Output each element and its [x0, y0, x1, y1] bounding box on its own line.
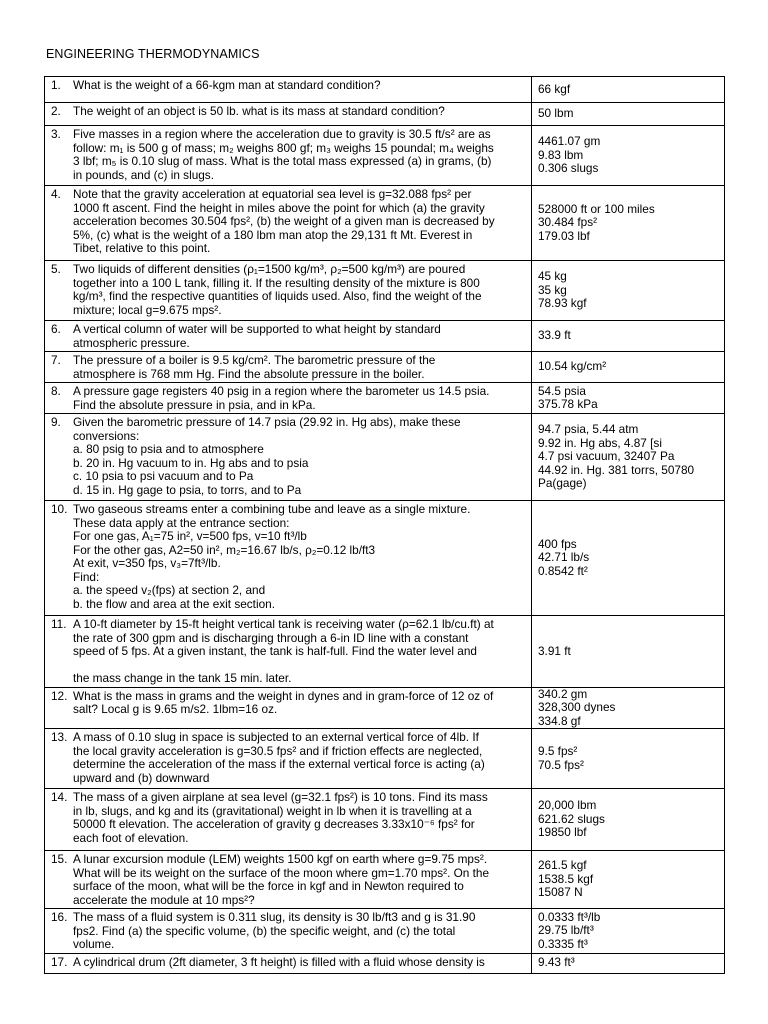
answer-cell	[532, 729, 725, 789]
answer-cell	[532, 687, 725, 729]
answer-text: 4461.07 gm 9.83 lbm 0.306 slugs	[538, 134, 601, 176]
question-row	[45, 687, 725, 729]
question-number: 4.	[51, 187, 61, 201]
document-title: ENGINEERING THERMODYNAMICS	[46, 47, 260, 61]
answer-text: 33.9 ft	[538, 328, 571, 343]
answer-cell	[532, 789, 725, 851]
question-number: 13.	[51, 730, 68, 744]
answer-cell	[532, 103, 725, 126]
question-text: A cylindrical drum (2ft diameter, 3 ft height) is filled with a fluid whose density is	[73, 954, 485, 969]
answer-text: 50 lbm	[538, 106, 574, 121]
question-number: 8.	[51, 384, 61, 398]
question-number: 15.	[51, 852, 68, 866]
question-row	[45, 616, 725, 688]
answer-cell	[532, 352, 725, 383]
question-row	[45, 789, 725, 851]
question-text: What is the mass in grams and the weight in dynes and in gram-force of 12 oz of salt? Local g is 9.65 m/s2. 1lbm=16 oz.	[73, 688, 494, 716]
question-cell	[45, 414, 532, 501]
question-number: 9.	[51, 415, 61, 429]
answer-cell	[532, 77, 725, 103]
question-text: A lunar excursion module (LEM) weights 1500 kgf on earth where g=9.75 mps². What will be its weight on the surface of the moon where gm=1.70 mps². On the surface of the moon, what will be the force in kgf and in Newton required to accelerate the module at 10 mps²?	[73, 852, 490, 907]
answer-text: 9.43 ft³	[538, 955, 575, 970]
question-number: 7.	[51, 353, 61, 367]
question-number: 10.	[51, 502, 68, 516]
question-row	[45, 383, 725, 414]
question-cell	[45, 789, 532, 851]
question-cell	[45, 261, 532, 321]
question-text: A mass of 0.10 slug in space is subjected to an external vertical force of 4lb. If the local gravity acceleration is g=30.5 fps² and if friction effects are neglected, determine the acceleration of the mass if the external vertical force is acting (a) upward and (b) downward	[73, 730, 485, 785]
answer-cell	[532, 501, 725, 616]
answer-cell	[532, 321, 725, 352]
question-text: A pressure gage registers 40 psig in a region where the barometer us 14.5 psia. Find the absolute pressure in psia, and in kPa.	[73, 384, 490, 412]
answer-cell	[532, 126, 725, 186]
answer-text: 3.91 ft	[538, 643, 571, 658]
answer-text: 0.0333 ft³/lb 29.75 lb/ft³ 0.3335 ft³	[538, 909, 601, 951]
answer-text: 9.5 fps² 70.5 fps²	[538, 744, 584, 772]
question-number: 16.	[51, 910, 68, 924]
answer-cell	[532, 953, 725, 973]
question-row	[45, 77, 725, 103]
question-cell	[45, 616, 532, 688]
question-row	[45, 851, 725, 909]
question-text: Note that the gravity acceleration at equatorial sea level is g=32.088 fps² per 1000 ft ascent. Find the height in miles above the point for which (a) the gravity acceleration becomes 30.504 fps², (b) the weight of a given man is decreased by 5%, (c) what is the weight of a 180 lbm man atop the 29,131 ft Mt. Everest in Tibet, relative to this point.	[73, 187, 495, 255]
answer-cell	[532, 616, 725, 688]
answer-text: 20,000 lbm 621.62 slugs 19850 lbf	[538, 798, 605, 840]
question-text: The pressure of a boiler is 9.5 kg/cm². The barometric pressure of the atmosphere is 768 mm Hg. Find the absolute pressure in the boiler.	[73, 353, 436, 381]
answer-text: 45 kg 35 kg 78.93 kgf	[538, 269, 587, 311]
question-number: 2.	[51, 104, 61, 118]
question-row	[45, 953, 725, 973]
question-text: A vertical column of water will be supported to what height by standard atmospheric pressure.	[73, 322, 441, 350]
question-text: A 10-ft diameter by 15-ft height vertical tank is receiving water (ρ=62.1 lb/cu.ft) at the rate of 300 gpm and is discharging through a 6-in ID line with a constant speed of 5 fps. At a given instant, the tank is half-full. Find the water level and the mass change in the tank 15 min. later.	[73, 617, 494, 685]
question-cell	[45, 77, 532, 103]
question-row	[45, 261, 725, 321]
answer-cell	[532, 186, 725, 261]
question-text: Given the barometric pressure of 14.7 psia (29.92 in. Hg abs), make these conversions: a. 80 psig to psia and to atmosphere b. 20 in. Hg vacuum to in. Hg abs and to psia c. 10 psia to psi vacuum and to Pa d. 15 in. Hg gage to psia, to torrs, and to Pa	[73, 415, 461, 497]
answer-text: 400 fps 42.71 lb/s 0.8542 ft²	[538, 536, 590, 578]
answer-text: 261.5 kgf 1538.5 kgf 15087 N	[538, 858, 594, 900]
question-row	[45, 414, 725, 501]
question-number: 11.	[51, 617, 67, 631]
question-cell	[45, 953, 532, 973]
question-row	[45, 501, 725, 616]
question-text: What is the weight of a 66-kgm man at standard condition?	[73, 78, 381, 92]
answer-text: 10.54 kg/cm²	[538, 359, 607, 374]
question-text: Two gaseous streams enter a combining tube and leave as a single mixture. These data apply at the entrance section: For one gas, A₁=75 in², v=500 fps, v=10 ft³/lb For the other gas, A2=50 in², m₂=16.67 lb/s, ρ₂=0.12 lb/ft3 At exit, v=350 fps, v₃=7ft³/lb. Find: a. the speed v₂(fps) at section 2, and b. the flow and area at the exit section.	[73, 502, 471, 611]
question-number: 6.	[51, 322, 61, 336]
question-cell	[45, 851, 532, 909]
question-number: 12.	[51, 688, 68, 703]
question-text: Five masses in a region where the acceleration due to gravity is 30.5 ft/s² are as follow: m₁ is 500 g of mass; m₂ weighs 800 gf; m₃ weighs 15 poundal; m₄ weighs 3 lbf; m₅ is 0.10 slug of mass. What is the total mass expressed (a) in grams, (b) in pounds, and (c) in slugs.	[73, 127, 494, 182]
question-cell	[45, 126, 532, 186]
questions-table	[44, 76, 725, 974]
question-row	[45, 321, 725, 352]
answer-text: 94.7 psia, 5.44 atm 9.92 in. Hg abs, 4.87 [si 4.7 psi vacuum, 32407 Pa 44.92 in. Hg. 381 torrs, 50780 Pa(gage)	[538, 422, 695, 491]
question-number: 3.	[51, 127, 61, 141]
answer-cell	[532, 261, 725, 321]
answer-text: 528000 ft or 100 miles 30.484 fps² 179.03 lbf	[538, 201, 655, 243]
answer-cell	[532, 851, 725, 909]
question-row	[45, 126, 725, 186]
question-text: Two liquids of different densities (ρ₁=1500 kg/m³, ρ₂=500 kg/m³) are poured together into a 100 L tank, filling it. If the resulting density of the mixture is 800 kg/m³, find the respective quantities of liquids used. Also, find the weight of the mixture; local g=9.675 mps².	[73, 262, 482, 317]
question-cell	[45, 352, 532, 383]
question-row	[45, 186, 725, 261]
question-row	[45, 729, 725, 789]
question-row	[45, 909, 725, 954]
question-text: The mass of a given airplane at sea level (g=32.1 fps²) is 10 tons. Find its mass in lb, slugs, and kg and its (gravitational) weight in lb when it is travelling at a 50000 ft elevation. The acceleration of gravity g decreases 3.33x10⁻⁶ fps² for each foot of elevation.	[73, 790, 488, 845]
question-cell	[45, 103, 532, 126]
question-cell	[45, 687, 532, 729]
question-cell	[45, 501, 532, 616]
question-row	[45, 103, 725, 126]
answer-text: 66 kgf	[538, 81, 571, 96]
question-cell	[45, 186, 532, 261]
question-cell	[45, 321, 532, 352]
answer-cell	[532, 909, 725, 954]
question-text: The mass of a fluid system is 0.311 slug, its density is 30 lb/ft3 and g is 31.90 fps2. Find (a) the specific volume, (b) the specific weight, and (c) the total volume.	[73, 910, 476, 951]
question-number: 17.	[51, 954, 68, 969]
answer-cell	[532, 383, 725, 414]
answer-text: 54.5 psia 375.78 kPa	[538, 383, 598, 411]
question-number: 5.	[51, 262, 61, 276]
question-cell	[45, 383, 532, 414]
question-cell	[45, 909, 532, 954]
questions-table-body	[45, 77, 725, 974]
question-text: The weight of an object is 50 lb. what is its mass at standard condition?	[73, 104, 445, 118]
question-number: 14.	[51, 790, 68, 804]
question-cell	[45, 729, 532, 789]
answer-text: 340.2 gm 328,300 dynes 334.8 gf	[538, 687, 616, 728]
answer-cell	[532, 414, 725, 501]
question-number: 1.	[51, 78, 61, 92]
question-row	[45, 352, 725, 383]
